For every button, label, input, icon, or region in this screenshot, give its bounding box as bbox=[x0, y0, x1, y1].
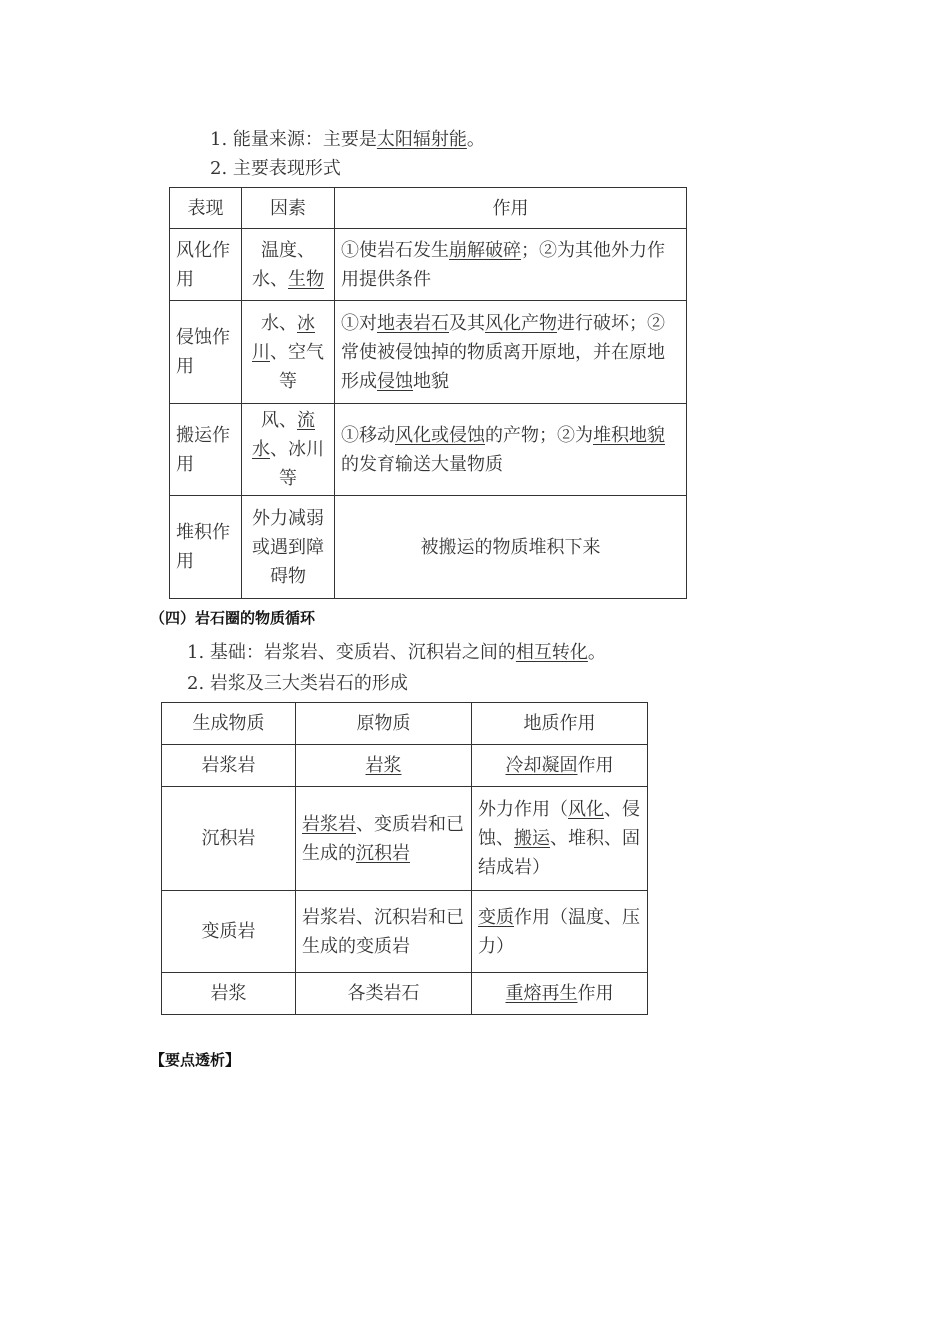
table-row bbox=[170, 496, 687, 599]
effect-cell: ①对地表岩石及其风化产物进行破坏；②常使被侵蚀掉的物质离开原地，并在原地形成侵蚀地貌 bbox=[335, 301, 687, 404]
header-source: 原物质 bbox=[296, 703, 472, 745]
header-form: 表现 bbox=[170, 188, 242, 229]
source-cell: 各类岩石 bbox=[296, 973, 472, 1015]
product-cell: 变质岩 bbox=[162, 891, 296, 973]
external-force-table bbox=[169, 187, 687, 599]
factor-cell: 外力减弱或遇到障碍物 bbox=[242, 496, 335, 599]
factor-cell: 水、冰川、空气等 bbox=[242, 301, 335, 404]
table-row bbox=[170, 229, 687, 301]
effect-cell: ①使岩石发生崩解破碎；②为其他外力作用提供条件 bbox=[335, 229, 687, 301]
process-cell: 冷却凝固作用 bbox=[472, 745, 648, 787]
section4-heading: （四）岩石圈的物质循环 bbox=[150, 609, 316, 627]
table-row bbox=[170, 301, 687, 404]
table-row bbox=[162, 891, 648, 973]
form-cell: 搬运作用 bbox=[170, 404, 242, 496]
product-cell: 岩浆岩 bbox=[162, 745, 296, 787]
effect-cell: 被搬运的物质堆积下来 bbox=[335, 496, 687, 599]
process-cell: 重熔再生作用 bbox=[472, 973, 648, 1015]
table-header-row bbox=[162, 703, 648, 745]
table-row bbox=[162, 745, 648, 787]
factor-cell: 温度、水、生物 bbox=[242, 229, 335, 301]
rock-formation-table bbox=[161, 702, 648, 1015]
basis-keyword: 相互转化 bbox=[515, 642, 588, 663]
process-cell: 外力作用（风化、侵蚀、搬运、堆积、固结成岩） bbox=[472, 787, 648, 891]
source-cell: 岩浆 bbox=[296, 745, 472, 787]
energy-keyword: 太阳辐射能 bbox=[376, 129, 467, 150]
table-row bbox=[162, 973, 648, 1015]
header-process: 地质作用 bbox=[472, 703, 648, 745]
header-product: 生成物质 bbox=[162, 703, 296, 745]
table-header-row bbox=[170, 188, 687, 229]
effect-cell: ①移动风化或侵蚀的产物；②为堆积地貌的发育输送大量物质 bbox=[335, 404, 687, 496]
process-cell: 变质作用（温度、压力） bbox=[472, 891, 648, 973]
table-row bbox=[170, 404, 687, 496]
product-cell: 岩浆 bbox=[162, 973, 296, 1015]
product-cell: 沉积岩 bbox=[162, 787, 296, 891]
header-factor: 因素 bbox=[242, 188, 335, 229]
source-cell: 岩浆岩、沉积岩和已生成的变质岩 bbox=[296, 891, 472, 973]
form-cell: 堆积作用 bbox=[170, 496, 242, 599]
basis-line: 1. 基础：岩浆岩、变质岩、沉积岩之间的相互转化。 bbox=[187, 642, 606, 663]
header-effect: 作用 bbox=[335, 188, 687, 229]
form-cell: 风化作用 bbox=[170, 229, 242, 301]
energy-source-line: 1. 能量来源：主要是太阳辐射能。 bbox=[210, 129, 485, 150]
formation-title: 2. 岩浆及三大类岩石的形成 bbox=[187, 673, 408, 694]
form-cell: 侵蚀作用 bbox=[170, 301, 242, 404]
key-points-heading: 【要点透析】 bbox=[150, 1051, 241, 1069]
source-cell: 岩浆岩、变质岩和已生成的沉积岩 bbox=[296, 787, 472, 891]
table-row bbox=[162, 787, 648, 891]
factor-cell: 风、流水、冰川等 bbox=[242, 404, 335, 496]
forms-title: 2. 主要表现形式 bbox=[210, 158, 341, 179]
